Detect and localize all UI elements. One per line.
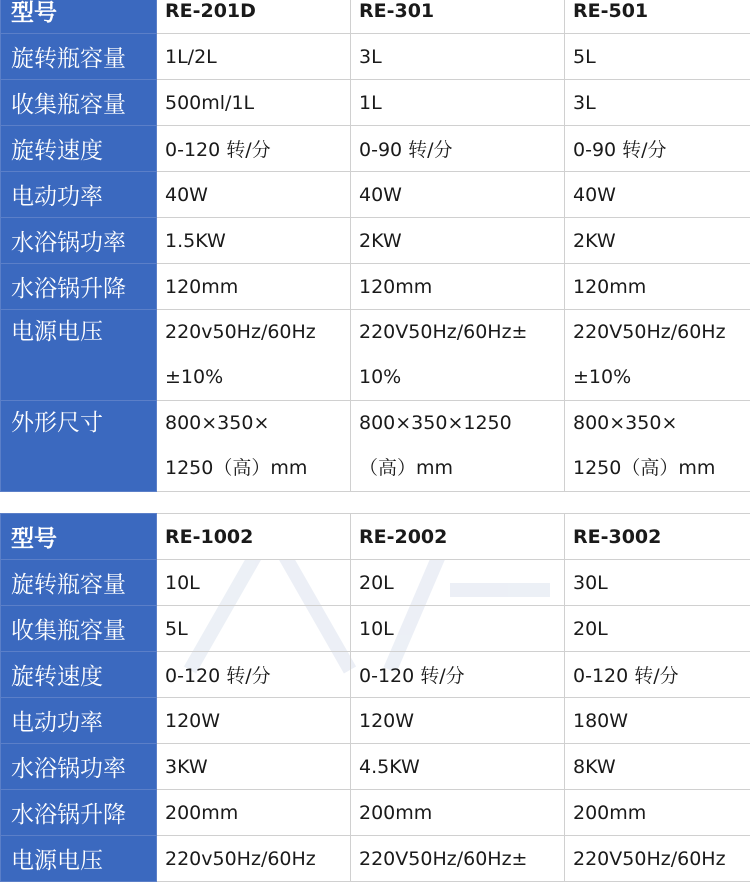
cell-value: 3KW (157, 744, 351, 790)
spec-table-2 (0, 513, 750, 882)
cell-value: 120mm (351, 264, 565, 310)
cell-value: 220V50Hz/60Hz ±10% (565, 310, 750, 401)
row-label: 旋转速度 (1, 652, 157, 698)
model-name: RE-1002 (157, 514, 351, 560)
row-label: 收集瓶容量 (1, 80, 157, 126)
cell-value: 500ml/1L (157, 80, 351, 126)
cell-value: 220V50Hz/60Hz± (351, 836, 565, 882)
model-name: RE-201D (157, 0, 351, 34)
cell-value: 10L (157, 560, 351, 606)
model-name: RE-2002 (351, 514, 565, 560)
row-label: 电动功率 (1, 698, 157, 744)
row-label: 电源电压 (1, 836, 157, 882)
row-label: 水浴锅升降 (1, 790, 157, 836)
cell-value: 1L/2L (157, 34, 351, 80)
cell-value: 120mm (157, 264, 351, 310)
table-row (1, 126, 750, 172)
cell-value: 8KW (565, 744, 750, 790)
cell-value: 220v50Hz/60Hz ±10% (157, 310, 351, 401)
cell-value: 200mm (351, 790, 565, 836)
cell-value: 1.5KW (157, 218, 351, 264)
cell-value: 180W (565, 698, 750, 744)
table-row (1, 172, 750, 218)
table-row (1, 790, 750, 836)
cell-value: 40W (565, 172, 750, 218)
cell-value: 3L (351, 34, 565, 80)
table-row (1, 264, 750, 310)
row-label: 电动功率 (1, 172, 157, 218)
cell-value: 10L (351, 606, 565, 652)
table-row (1, 836, 750, 882)
table-row (1, 34, 750, 80)
header-row (1, 0, 750, 34)
table-row (1, 606, 750, 652)
cell-value: 2KW (351, 218, 565, 264)
cell-value: 800×350× 1250（高）mm (565, 401, 750, 492)
cell-value: 800×350×1250 （高）mm (351, 401, 565, 492)
model-name: RE-301 (351, 0, 565, 34)
row-label: 收集瓶容量 (1, 606, 157, 652)
row-label: 旋转瓶容量 (1, 560, 157, 606)
table-row (1, 652, 750, 698)
cell-value: 20L (351, 560, 565, 606)
cell-value: 40W (157, 172, 351, 218)
model-label: 型号 (1, 514, 157, 560)
cell-value: 3L (565, 80, 750, 126)
cell-value: 0-120 转/分 (157, 652, 351, 698)
table-row (1, 698, 750, 744)
cell-value: 40W (351, 172, 565, 218)
cell-value: 0-90 转/分 (351, 126, 565, 172)
cell-value: 800×350× 1250（高）mm (157, 401, 351, 492)
cell-value: 200mm (565, 790, 750, 836)
cell-value: 0-120 转/分 (565, 652, 750, 698)
table-row (1, 310, 750, 401)
row-label: 外形尺寸 (1, 401, 157, 492)
table-row (1, 560, 750, 606)
row-label: 旋转速度 (1, 126, 157, 172)
cell-value: 200mm (157, 790, 351, 836)
cell-value: 120W (351, 698, 565, 744)
cell-value: 5L (157, 606, 351, 652)
cell-value: 30L (565, 560, 750, 606)
table-row (1, 401, 750, 492)
model-name: RE-3002 (565, 514, 750, 560)
cell-value: 2KW (565, 218, 750, 264)
cell-value: 0-120 转/分 (351, 652, 565, 698)
row-label: 水浴锅功率 (1, 744, 157, 790)
cell-value: 5L (565, 34, 750, 80)
cell-value: 220V50Hz/60Hz± 10% (351, 310, 565, 401)
row-label: 旋转瓶容量 (1, 34, 157, 80)
cell-value: 120mm (565, 264, 750, 310)
cell-value: 220V50Hz/60Hz (565, 836, 750, 882)
table-row (1, 218, 750, 264)
model-name: RE-501 (565, 0, 750, 34)
cell-value: 4.5KW (351, 744, 565, 790)
cell-value: 0-120 转/分 (157, 126, 351, 172)
cell-value: 20L (565, 606, 750, 652)
row-label: 水浴锅升降 (1, 264, 157, 310)
table-row (1, 744, 750, 790)
cell-value: 0-90 转/分 (565, 126, 750, 172)
model-label: 型号 (1, 0, 157, 34)
header-row (1, 514, 750, 560)
cell-value: 1L (351, 80, 565, 126)
table-row (1, 80, 750, 126)
row-label: 水浴锅功率 (1, 218, 157, 264)
cell-value: 120W (157, 698, 351, 744)
row-label: 电源电压 (1, 310, 157, 401)
cell-value: 220v50Hz/60Hz (157, 836, 351, 882)
